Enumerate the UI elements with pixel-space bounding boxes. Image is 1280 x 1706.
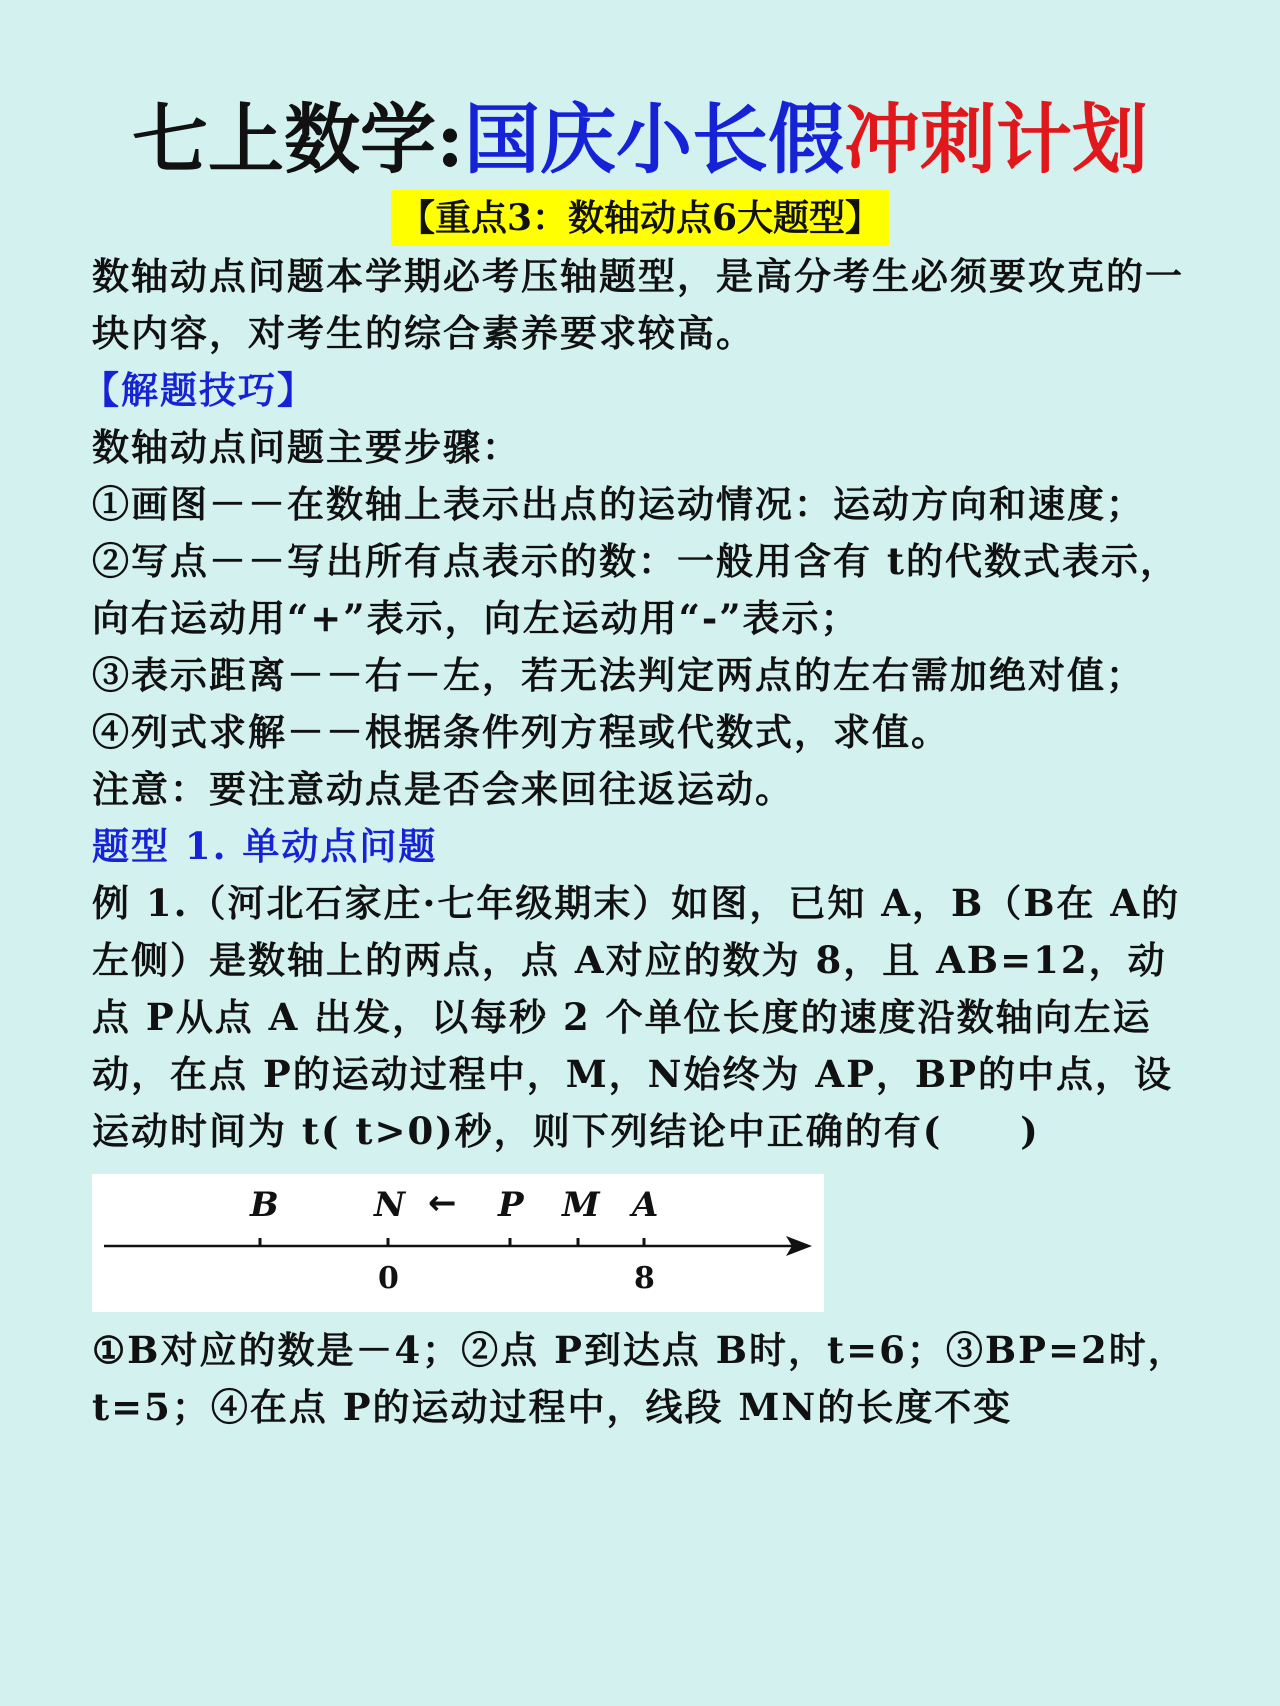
label-n: N — [374, 1185, 408, 1225]
intro-text: 数轴动点问题本学期必考压轴题型，是高分考生必须要攻克的一块内容，对考生的综合素养要求较高。 — [92, 254, 1184, 355]
label-b: B — [250, 1185, 281, 1225]
example-text: 例 1.（河北石家庄·七年级期末）如图，已知 A，B（B在 A的左侧）是数轴上的两点，点 A对应的数为 8，且 AB=12，动点 P从点 A 出发，以每秒 2 个单位长度的速度沿数轴向左运动，在点 P的运动过程中，M，N始终为 AP，BP的中点，设运动时间为 t( t>0)秒，则下列结论中正确的有( ) — [92, 881, 1181, 1153]
options-text: ①B对应的数是－4；②点 P到达点 B时，t=6；③BP=2时，t=5；④在点 P的运动过程中，线段 MN的长度不变 — [92, 1328, 1187, 1429]
step-1: ①画图－－在数轴上表示出点的运动情况：运动方向和速度； — [92, 482, 1145, 526]
note-text: 注意：要注意动点是否会来回往返运动。 — [92, 767, 794, 811]
number-line-figure — [92, 1174, 824, 1312]
content — [82, 248, 1202, 1436]
title-part3: 冲刺计划 — [844, 95, 1149, 184]
tick-label-zero: 0 — [378, 1261, 401, 1296]
title-part2: 国庆小长假 — [464, 95, 845, 184]
tick-label-eight: 8 — [634, 1261, 657, 1296]
step-3: ③表示距离－－右－左，若无法判定两点的左右需加绝对值； — [92, 653, 1145, 697]
type1-heading: 题型 1. 单动点问题 — [92, 824, 438, 868]
number-line-svg — [92, 1174, 824, 1312]
step-4: ④列式求解－－根据条件列方程或代数式，求值。 — [92, 710, 950, 754]
title-part1: 七上数学: — [131, 95, 465, 184]
step-2: ②写点－－写出所有点表示的数：一般用含有 t的代数式表示，向右运动用“+”表示，向左运动用“-”表示； — [92, 539, 1179, 640]
label-a: A — [632, 1185, 661, 1225]
arrow-left-icon: ← — [428, 1183, 459, 1223]
topic-badge: 【重点3：数轴动点6大题型】 — [391, 190, 889, 246]
page-title — [0, 92, 1280, 188]
tips-heading: 【解题技巧】 — [82, 368, 316, 412]
steps-intro: 数轴动点问题主要步骤： — [92, 425, 521, 469]
label-p: P — [498, 1185, 526, 1225]
label-m: M — [562, 1185, 602, 1225]
badge-wrap — [0, 190, 1280, 246]
